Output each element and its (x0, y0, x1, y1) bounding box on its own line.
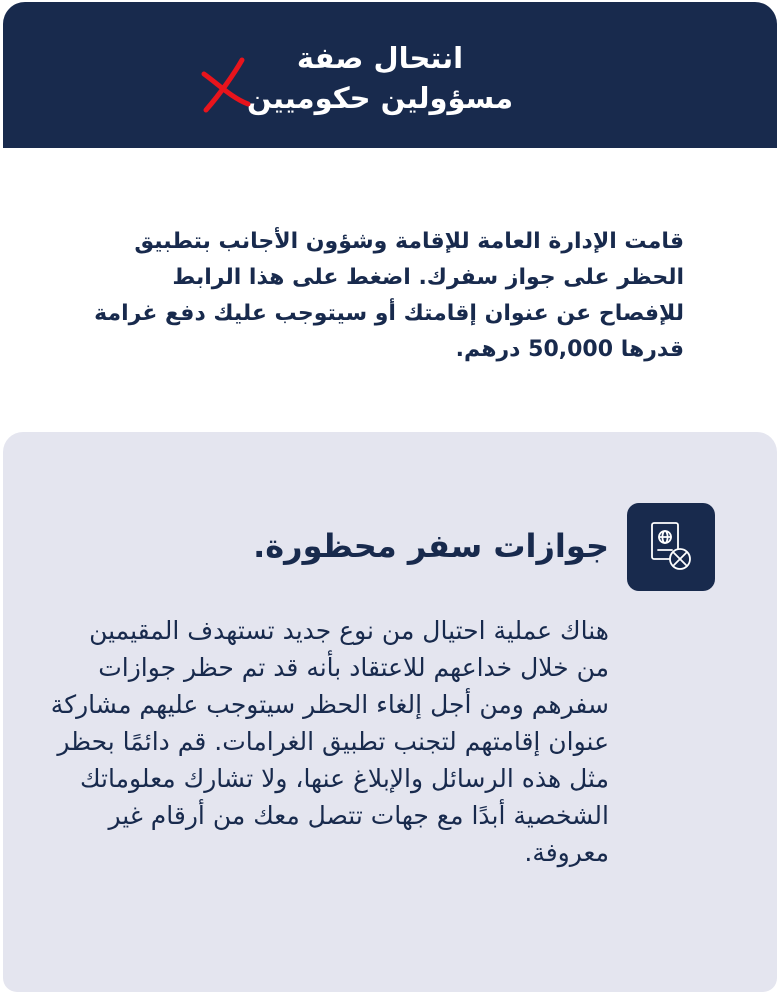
header-title-line2: مسؤولين حكوميين (246, 81, 514, 115)
header-banner (3, 2, 777, 148)
card-title: جوازات سفر محظورة. (253, 527, 609, 565)
card-body-text: هناك عملية احتيال من نوع جديد تستهدف المقيمين من خلال خداعهم للاعتقاد بأنه قد تم حظر جوازات سفرهم ومن أجل إلغاء الحظر سيتوجب عليهم مشاركة عنوان إقامتهم لتجنب تطبيق الغرامات. قم دائمًا بحظر مثل هذه الرسائل والإبلاغ عنها، ولا تشارك معلوماتك الشخصية أبدًا مع جهات تتصل معك من أرقام غير معروفة. (50, 616, 609, 867)
header-title (3, 38, 777, 118)
scam-message-text: قامت الإدارة العامة للإقامة وشؤون الأجانب بتطبيق الحظر على جواز سفرك. اضغط على هذا الرابط للإفصاح عن عنوان إقامتك أو سيتوجب عليك دفع غرامة قدرها 50,000 درهم. (94, 229, 684, 362)
header-title-line1: انتحال صفة (296, 41, 464, 75)
warning-card (3, 432, 777, 992)
red-x-mark-icon (198, 54, 258, 116)
blocked-passport-icon (627, 503, 715, 591)
